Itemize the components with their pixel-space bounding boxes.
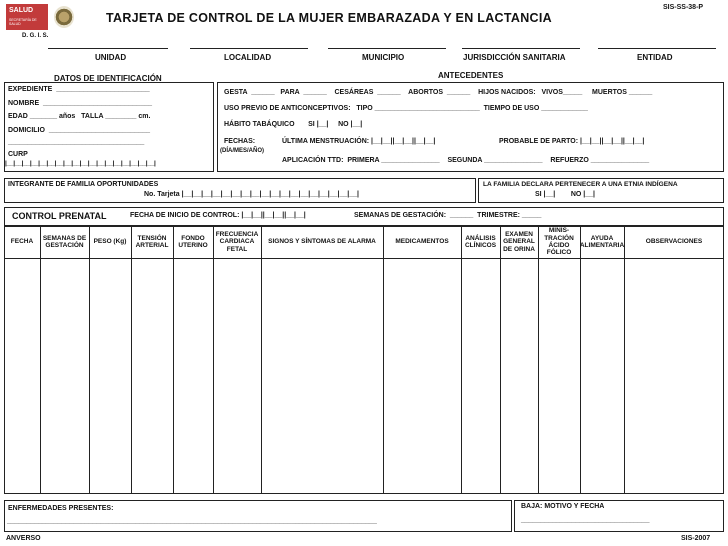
col-semanas: SEMANAS DE GESTACIÓN <box>42 234 87 249</box>
etnia-si-no[interactable]: SI |__| NO |__| <box>535 191 595 198</box>
unidad-label: UNIDAD <box>95 53 127 62</box>
salud-logo <box>6 4 76 32</box>
curp-label: CURP <box>8 151 28 158</box>
gesta-line[interactable]: GESTA ______ PARA ______ CESÁREAS ______ ABORTOS ______ HIJOS NACIDOS: VIVOS_____ MUERTOS ______ <box>224 89 653 96</box>
col-divider <box>580 226 581 494</box>
page-title: TARJETA DE CONTROL DE LA MUJER EMBARAZADA Y EN LACTANCIA <box>106 11 552 25</box>
baja-label: BAJA: MOTIVO Y FECHA <box>521 503 605 510</box>
col-divider <box>131 226 132 494</box>
municipio-line[interactable] <box>328 48 446 49</box>
col-analisis: ANÁLISIS CLÍNICOS <box>464 234 497 249</box>
col-examen: EXAMEN GENERAL DE ORINA <box>503 230 535 253</box>
domicilio-field[interactable]: DOMICILIO __________________________ <box>8 127 151 134</box>
nombre-field[interactable]: NOMBRE ____________________________ <box>8 100 153 107</box>
col-medicamentos: MEDICAMENTOS <box>395 238 449 246</box>
ultima-menstruacion[interactable]: ÚLTIMA MENSTRUACIÓN: |__|__||__|__||__|__| <box>282 138 436 145</box>
domicilio-line[interactable]: ___________________________________ <box>8 139 145 146</box>
entidad-label: ENTIDAD <box>637 53 673 62</box>
eagle-emblem-icon <box>54 6 74 28</box>
col-divider <box>500 226 501 494</box>
tarjeta-field[interactable]: No. Tarjeta |__|__|__|__|__|__|__|__|__|__|__|__|__|__|__|__|__|__| <box>144 191 359 198</box>
col-divider <box>213 226 214 494</box>
col-frecuencia: FRECUENCIA CARDIACA FETAL <box>215 230 259 253</box>
antecedentes-title: ANTECEDENTES <box>438 71 504 80</box>
col-divider <box>40 226 41 494</box>
table-header-line <box>4 258 724 259</box>
control-title: CONTROL PRENATAL <box>12 211 107 221</box>
prenatal-table <box>4 226 724 494</box>
localidad-line[interactable] <box>190 48 308 49</box>
semanas-trimestre-field[interactable]: SEMANAS DE GESTACIÓN: ______ TRIMESTRE: _____ <box>354 212 542 219</box>
fechas-sub: (DÍA/MES/AÑO) <box>220 148 264 154</box>
entidad-line[interactable] <box>598 48 716 49</box>
edad-talla-field[interactable]: EDAD _______ años TALLA ________ cm. <box>8 113 151 120</box>
col-peso: PESO (Kg) <box>93 238 127 246</box>
anticonceptivos-line[interactable]: USO PREVIO DE ANTICONCEPTIVOS: TIPO ___________________________ TIEMPO DE USO ____________ <box>224 105 588 112</box>
fecha-inicio-field[interactable]: FECHA DE INICIO DE CONTROL: |__|__||__|__||__|__| <box>130 212 306 219</box>
form-code: SIS-SS-38-P <box>663 4 704 11</box>
anverso-label: ANVERSO <box>6 535 41 542</box>
enfermedades-line[interactable]: _______________________________________________________________________________________________ <box>7 518 377 525</box>
col-divider <box>461 226 462 494</box>
fechas-label: FECHAS: <box>224 138 256 145</box>
habito-tabaquico[interactable]: HÁBITO TABÁQUICO SI |__| NO |__| <box>224 121 363 128</box>
municipio-label: MUNICIPIO <box>362 53 405 62</box>
curp-boxes[interactable]: |__|__|__|__|__|__|__|__|__|__|__|__|__|__|__|__|__|__| <box>5 160 156 167</box>
jurisdiccion-label: JURISDICCIÓN SANITARIA <box>463 53 566 62</box>
logo-text: SALUD <box>9 7 34 14</box>
col-observaciones: OBSERVACIONES <box>645 238 703 246</box>
col-acido-folico: MINIS-TRACIÓN ÁCIDO FÓLICO <box>544 227 574 257</box>
dgis-label: D. G. I. S. <box>22 33 49 39</box>
col-signos: SIGNOS Y SÍNTOMAS DE ALARMA <box>268 238 376 246</box>
logo-sub: SECRETARÍA DE SALUD <box>9 18 37 27</box>
col-fecha: FECHA <box>10 238 34 246</box>
oportunidades-label: INTEGRANTE DE FAMILIA OPORTUNIDADES <box>8 181 159 188</box>
enfermedades-label: ENFERMEDADES PRESENTES: <box>8 505 114 512</box>
col-divider <box>173 226 174 494</box>
identificacion-title: DATOS DE IDENTIFICACIÓN <box>54 74 162 83</box>
col-divider <box>383 226 384 494</box>
etnia-label: LA FAMILIA DECLARA PERTENECER A UNA ETNIA INDÍGENA <box>483 181 678 188</box>
aplicacion-ttd[interactable]: APLICACIÓN TTD: PRIMERA _______________ SEGUNDA _______________ REFUERZO _______________ <box>282 157 650 164</box>
baja-line[interactable]: _________________________________ <box>521 517 650 524</box>
col-ayuda: AYUDA ALIMENTARIA <box>579 234 625 249</box>
probable-parto[interactable]: PROBABLE DE PARTO: |__|__||__|__||__|__| <box>499 138 645 145</box>
col-divider <box>624 226 625 494</box>
col-tension: TENSIÓN ARTERIAL <box>135 234 169 249</box>
col-divider <box>89 226 90 494</box>
col-divider <box>538 226 539 494</box>
localidad-label: LOCALIDAD <box>224 53 272 62</box>
sis-2007-label: SIS-2007 <box>681 535 711 542</box>
unidad-line[interactable] <box>48 48 168 49</box>
jurisdiccion-line[interactable] <box>462 48 580 49</box>
col-fondo: FONDO UTERINO <box>178 234 208 249</box>
expediente-field[interactable]: EXPEDIENTE ________________________ <box>8 86 150 93</box>
col-divider <box>261 226 262 494</box>
